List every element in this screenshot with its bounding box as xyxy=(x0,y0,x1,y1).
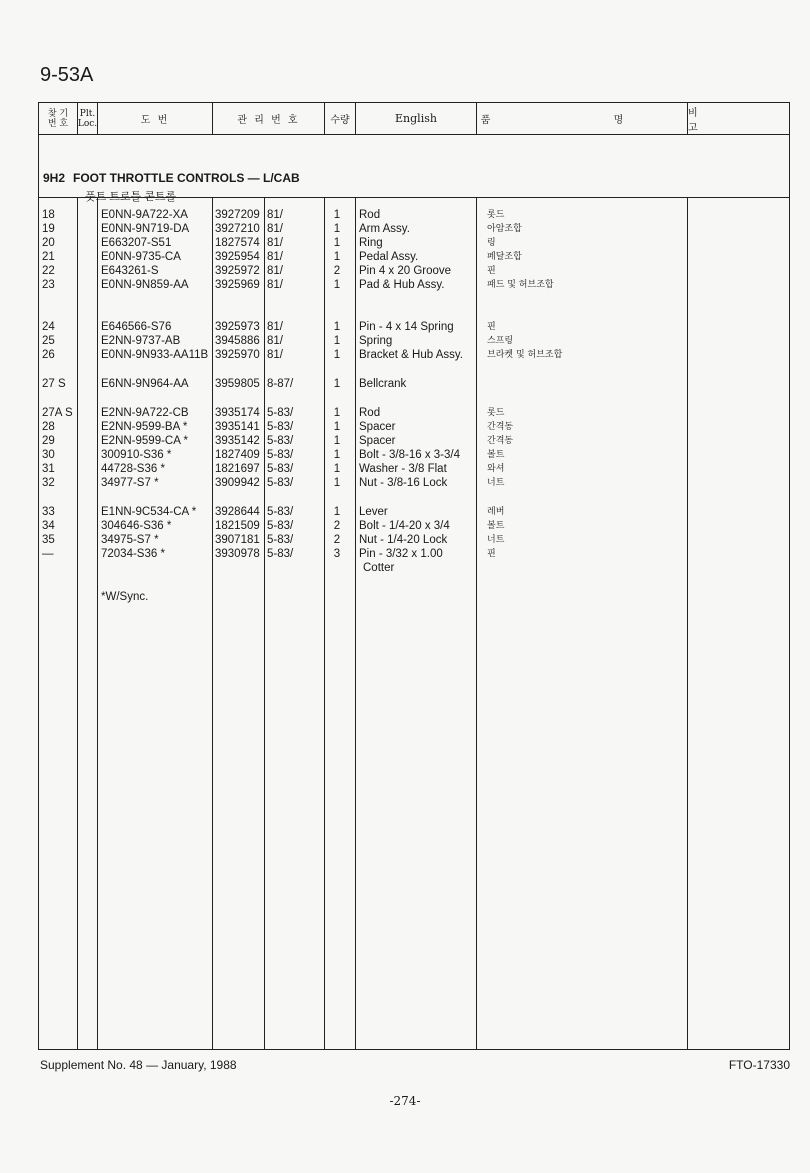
english-name: Washer - 3/8 Flat xyxy=(359,463,447,475)
english-name: Pin - 4 x 14 Spring xyxy=(359,321,454,333)
qty: 3 xyxy=(333,548,341,560)
english-name: Bolt - 1/4-20 x 3/4 xyxy=(359,520,450,532)
date: 81/ xyxy=(267,237,283,249)
parts-table xyxy=(38,102,790,1050)
table-row xyxy=(39,547,789,561)
part-no: E6NN-9N964-AA xyxy=(101,378,189,390)
key-no: 33 xyxy=(42,506,55,518)
qty: 1 xyxy=(333,378,341,390)
qty: 1 xyxy=(333,335,341,347)
date: 81/ xyxy=(267,349,283,361)
table-row xyxy=(39,420,789,434)
table-row xyxy=(39,406,789,420)
qty: 1 xyxy=(333,463,341,475)
date: 81/ xyxy=(267,209,283,221)
header-key-no: 찾 기 번 호 xyxy=(39,103,77,134)
part-no: 44728-S36 * xyxy=(101,463,165,475)
english-name: Rod xyxy=(359,407,381,419)
date: 81/ xyxy=(267,223,283,235)
qty: 1 xyxy=(333,223,341,235)
part-no: E0NN-9735-CA xyxy=(101,251,181,263)
korean-name: 링 xyxy=(487,238,496,248)
section-code: 9H2 xyxy=(43,171,66,185)
key-no: 23 xyxy=(42,279,55,291)
qty: 1 xyxy=(333,251,341,263)
part-no: E0NN-9N719-DA xyxy=(101,223,190,235)
korean-name: 아암조합 xyxy=(487,224,522,234)
table-row xyxy=(39,222,789,236)
table-row xyxy=(39,236,789,250)
korean-name: 패드 및 허브조합 xyxy=(487,280,554,290)
english-name: Lever xyxy=(359,506,388,518)
part-no: E646566-S76 xyxy=(101,321,172,333)
english-name: Rod xyxy=(359,209,381,221)
section-title: FOOT THROTTLE CONTROLS — L/CAB xyxy=(73,171,300,185)
part-no: 300910-S36 * xyxy=(101,449,172,461)
table-row xyxy=(39,377,789,391)
part-no: 34977-S7 * xyxy=(101,477,159,489)
mgmt-no: 1821509 xyxy=(215,520,260,532)
table-row xyxy=(39,250,789,264)
header-part-no: 도 번 xyxy=(98,103,212,134)
key-no: 32 xyxy=(42,477,55,489)
mgmt-no: 3925973 xyxy=(215,321,260,333)
mgmt-no: 3930978 xyxy=(215,548,260,560)
key-no: 18 xyxy=(42,209,55,221)
part-no: E2NN-9599-BA * xyxy=(101,421,188,433)
qty: 1 xyxy=(333,237,341,249)
korean-name: 너트 xyxy=(487,478,505,488)
table-row xyxy=(39,208,789,222)
korean-name: 레버 xyxy=(487,507,505,517)
table-row xyxy=(39,278,789,292)
key-no: 26 xyxy=(42,349,55,361)
qty: 1 xyxy=(333,435,341,447)
english-name: Pad & Hub Assy. xyxy=(359,279,445,291)
key-no: 24 xyxy=(42,321,55,333)
table-row xyxy=(39,519,789,533)
korean-name: 롯드 xyxy=(487,408,505,418)
korean-name: 핀 xyxy=(487,322,496,332)
korean-name: 간격동 xyxy=(487,436,514,446)
part-no: E0NN-9N859-AA xyxy=(101,279,189,291)
qty: 1 xyxy=(333,421,341,433)
korean-name: 브라켓 및 허브조합 xyxy=(487,350,563,360)
date: 5-83/ xyxy=(267,407,294,419)
date: 8-87/ xyxy=(267,378,294,390)
key-no: 30 xyxy=(42,449,55,461)
key-no: 22 xyxy=(42,265,55,277)
korean-name: 핀 xyxy=(487,549,496,559)
table-row xyxy=(39,434,789,448)
qty: 1 xyxy=(333,349,341,361)
english-name: Pin 4 x 20 Groove xyxy=(359,265,452,277)
key-no: 35 xyxy=(42,534,55,546)
qty: 1 xyxy=(333,506,341,518)
mgmt-no: 1827574 xyxy=(215,237,260,249)
key-no: 27 S xyxy=(42,378,66,390)
date: 81/ xyxy=(267,279,283,291)
table-row xyxy=(39,505,789,519)
english-name: Spacer xyxy=(359,435,396,447)
header-qty: 수량 xyxy=(325,103,355,134)
korean-name: 볼트 xyxy=(487,450,505,460)
date: 5-83/ xyxy=(267,520,294,532)
section-korean-title: 풋트 트로틀 콘트롤 xyxy=(85,191,177,203)
mgmt-no: 3959805 xyxy=(215,378,260,390)
english-name: Nut - 3/8-16 Lock xyxy=(359,477,448,489)
english-name: Nut - 1/4-20 Lock xyxy=(359,534,448,546)
part-no: E1NN-9C534-CA * xyxy=(101,506,197,518)
header-plt-loc: Plt. Loc. xyxy=(78,103,97,134)
table-row xyxy=(39,533,789,547)
key-no: 28 xyxy=(42,421,55,433)
page-id: 9-53A xyxy=(40,64,94,86)
qty: 2 xyxy=(333,534,341,546)
qty: 1 xyxy=(333,477,341,489)
table-row xyxy=(39,264,789,278)
qty: 1 xyxy=(333,279,341,291)
date: 5-83/ xyxy=(267,435,294,447)
date: 5-83/ xyxy=(267,463,294,475)
date: 5-83/ xyxy=(267,449,294,461)
qty: 1 xyxy=(333,407,341,419)
key-no: 25 xyxy=(42,335,55,347)
mgmt-no: 3928644 xyxy=(215,506,260,518)
header-remarks: 비 고 xyxy=(688,103,789,134)
date: 5-83/ xyxy=(267,477,294,489)
mgmt-no: 1821697 xyxy=(215,463,260,475)
header-mgmt-no: 관 리 번 호 xyxy=(213,103,324,134)
mgmt-no: 3927210 xyxy=(215,223,260,235)
qty: 1 xyxy=(333,449,341,461)
part-no: E0NN-9N933-AA11B xyxy=(101,349,209,361)
date: 81/ xyxy=(267,265,283,277)
korean-name: 간격동 xyxy=(487,422,514,432)
mgmt-no: 3935174 xyxy=(215,407,260,419)
part-no: E643261-S xyxy=(101,265,159,277)
header-korean-name: 품 명 xyxy=(477,103,687,134)
qty: 1 xyxy=(333,209,341,221)
english-name: Bracket & Hub Assy. xyxy=(359,349,463,361)
header-english: English xyxy=(356,103,476,134)
korean-name: 와셔 xyxy=(487,464,505,474)
mgmt-no: 3945886 xyxy=(215,335,260,347)
part-no: E2NN-9737-AB xyxy=(101,335,181,347)
key-no: 34 xyxy=(42,520,55,532)
key-no: 31 xyxy=(42,463,55,475)
english-name-continued: Cotter xyxy=(363,562,395,574)
key-no: 21 xyxy=(42,251,55,263)
english-name: Bellcrank xyxy=(359,378,407,390)
english-name: Ring xyxy=(359,237,383,249)
mgmt-no: 3909942 xyxy=(215,477,260,489)
date: 81/ xyxy=(267,251,283,263)
part-no: 72034-S36 * xyxy=(101,548,165,560)
qty: 2 xyxy=(333,265,341,277)
mgmt-no: 3935141 xyxy=(215,421,260,433)
table-row xyxy=(39,448,789,462)
key-no: 19 xyxy=(42,223,55,235)
mgmt-no: 1827409 xyxy=(215,449,260,461)
part-no: E2NN-9A722-CB xyxy=(101,407,189,419)
table-row xyxy=(39,334,789,348)
english-name: Pin - 3/32 x 1.00 xyxy=(359,548,443,560)
part-no: E2NN-9599-CA * xyxy=(101,435,188,447)
english-name: Spring xyxy=(359,335,393,347)
qty: 2 xyxy=(333,520,341,532)
table-row xyxy=(39,348,789,362)
date: 5-83/ xyxy=(267,421,294,433)
qty: 1 xyxy=(333,321,341,333)
table-row-continuation xyxy=(39,561,789,575)
mgmt-no: 3925970 xyxy=(215,349,260,361)
mgmt-no: 3927209 xyxy=(215,209,260,221)
table-row xyxy=(39,320,789,334)
english-name: Bolt - 3/8-16 x 3-3/4 xyxy=(359,449,460,461)
mgmt-no: 3907181 xyxy=(215,534,260,546)
document-code: FTO-17330 xyxy=(728,1058,790,1072)
key-no: 29 xyxy=(42,435,55,447)
korean-name: 스프링 xyxy=(487,336,514,346)
mgmt-no: 3925954 xyxy=(215,251,260,263)
korean-name: 롯드 xyxy=(487,210,505,220)
part-no: E0NN-9A722-XA xyxy=(101,209,188,221)
english-name: Spacer xyxy=(359,421,396,433)
english-name: Pedal Assy. xyxy=(359,251,419,263)
table-row xyxy=(39,476,789,490)
supplement-note: Supplement No. 48 — January, 1988 xyxy=(40,1058,237,1072)
korean-name: 볼트 xyxy=(487,521,505,531)
date: 81/ xyxy=(267,321,283,333)
section-block xyxy=(39,135,789,203)
korean-name: 너트 xyxy=(487,535,505,545)
date: 5-83/ xyxy=(267,506,294,518)
date: 5-83/ xyxy=(267,548,294,560)
key-no: — xyxy=(42,548,54,560)
table-row xyxy=(39,462,789,476)
page-number: -274- xyxy=(389,1094,421,1108)
part-no: 304646-S36 * xyxy=(101,520,172,532)
footnote: *W/Sync. xyxy=(101,591,149,603)
date: 5-83/ xyxy=(267,534,294,546)
part-no: 34975-S7 * xyxy=(101,534,159,546)
korean-name: 핀 xyxy=(487,266,496,276)
key-no: 27A S xyxy=(42,407,73,419)
part-no: E663207-S51 xyxy=(101,237,172,249)
english-name: Arm Assy. xyxy=(359,223,410,235)
mgmt-no: 3935142 xyxy=(215,435,260,447)
mgmt-no: 3925969 xyxy=(215,279,260,291)
mgmt-no: 3925972 xyxy=(215,265,260,277)
korean-name: 페달조합 xyxy=(487,252,522,262)
key-no: 20 xyxy=(42,237,55,249)
date: 81/ xyxy=(267,335,283,347)
